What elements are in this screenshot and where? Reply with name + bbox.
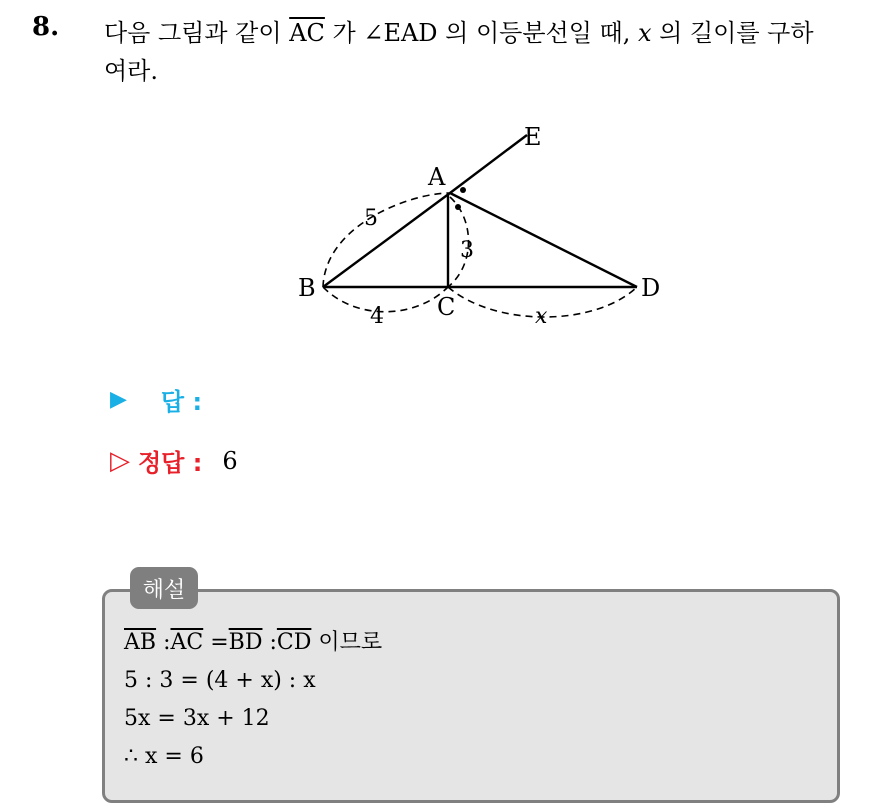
solution-content [124, 624, 382, 776]
point-label-a: A [428, 163, 446, 191]
question-text-part: 의 길이를 구하 [651, 19, 814, 47]
segment-ad [450, 193, 637, 287]
solution-tag: 해설 [130, 567, 198, 609]
segment-ab-label: $\overline{AB}$ [124, 630, 157, 655]
segment-bd-label: $\overline{BD}$ [228, 630, 263, 655]
ratio-colon: : [163, 630, 171, 655]
length-label-cd: x [535, 304, 548, 329]
angle-mark-dot [455, 204, 461, 210]
answer-marker-icon: ▶ [110, 387, 127, 412]
point-label-d: D [641, 274, 661, 302]
ray-ae [450, 135, 527, 193]
solution-line: 5 : 3 = (4 + x) : x [124, 668, 316, 693]
question-number: 8. [32, 12, 60, 42]
segment-ab [323, 193, 450, 287]
arc-bc [323, 287, 448, 312]
point-label-e: E [524, 123, 542, 151]
correct-answer-value: 6 [222, 446, 238, 475]
angle-mark-dot [460, 187, 466, 193]
correct-answer-row [110, 443, 238, 478]
correct-answer-marker-icon: ▷ [110, 445, 130, 476]
segment-cd-label: $\overline{CD}$ [276, 630, 312, 655]
length-label-ac: 3 [460, 238, 474, 263]
point-label-c: C [437, 293, 456, 321]
length-label-bc: 4 [370, 304, 384, 329]
answer-label: 답 : [160, 388, 203, 416]
length-label-ab: 5 [364, 206, 378, 231]
correct-answer-label: 정답 : [138, 449, 203, 477]
segment-ac: $\overline{AC}$ [289, 19, 325, 47]
solution-line: 5x = 3x + 12 [124, 706, 270, 731]
solution-text: 이므로 [311, 630, 383, 655]
segment-ac-label: $\overline{AC}$ [170, 630, 204, 655]
solution-line: ∴ x = 6 [124, 744, 204, 769]
question-text-part: 다음 그림과 같이 [104, 19, 290, 47]
equals-sign: = [210, 630, 229, 655]
question-text-part: 가 ∠EAD 의 이등분선일 때, [324, 19, 638, 47]
point-label-b: B [298, 274, 316, 302]
solution-line [124, 624, 382, 662]
ratio-colon: : [269, 630, 277, 655]
triangle-figure [290, 115, 710, 330]
answer-row [110, 382, 222, 417]
question-text-part: 여라. [104, 57, 158, 85]
variable-x: x [637, 19, 652, 47]
question-text [104, 14, 874, 90]
